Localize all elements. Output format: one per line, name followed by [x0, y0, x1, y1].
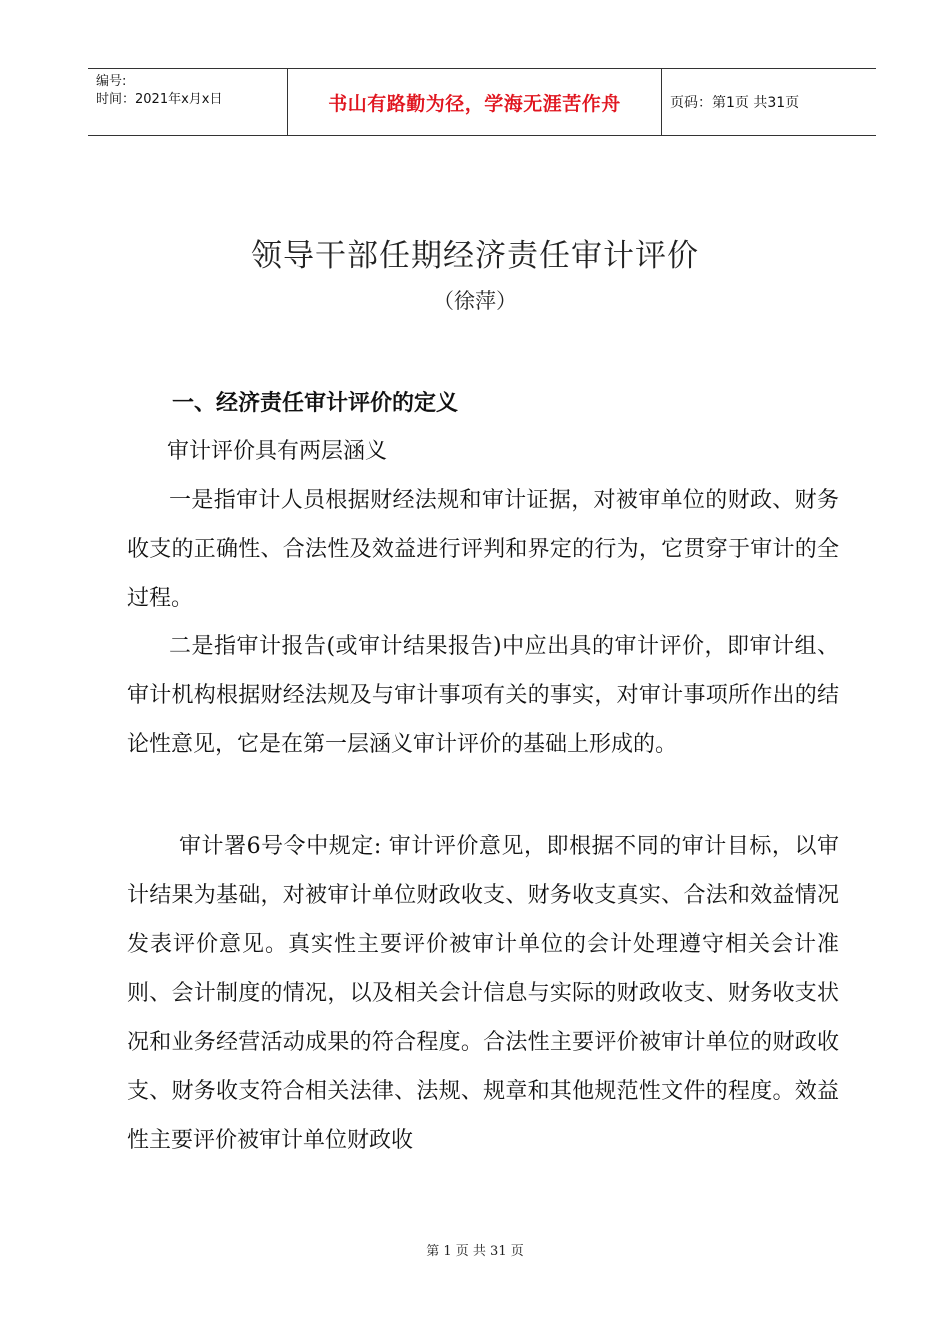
page-footer: 第 1 页 共 31 页 [426, 1244, 524, 1259]
motto-text: 书山有路勤为径，学海无涯苦作舟 [328, 92, 621, 115]
document-time-label: 时间：2021年x月x日 [96, 92, 223, 107]
header-motto-cell [288, 69, 662, 135]
document-title: 领导干部任期经济责任审计评价 [251, 238, 699, 274]
body-paragraph: 审计评价具有两层涵义 [167, 439, 388, 464]
header-page-cell [662, 69, 876, 135]
body-paragraph: 审计署6号令中规定: 审计评价意见，即根据不同的审计目标，以审计结果为基础，对被审计单位财政收支、财务收支真实、合法和效益情况发表评价意见。真实性主要评价被审计单位的会计处理遵守相关会计准则、会计制度的情况，以及相关会计信息与实际的财政收支、财务收支状况和业务经营活动成果的符合程度。合法性主要评价被审计单位的财政收支、财务收支符合相关法律、法规、规章和其他规范性文件的程度。效益性主要评价被审计单位财政收 [127, 834, 839, 1153]
body-paragraph: 一是指审计人员根据财经法规和审计证据，对被审单位的财政、财务收支的正确性、合法性及效益进行评判和界定的行为，它贯穿于审计的全过程。 [127, 488, 839, 611]
section-heading: 一、经济责任审计评价的定义 [172, 391, 459, 416]
header-meta-cell [88, 69, 288, 135]
page-number-label: 页码：第1页 共31页 [670, 95, 800, 111]
document-author: （徐萍） [433, 289, 517, 313]
document-header [88, 68, 876, 136]
document-number-label: 编号: [96, 74, 127, 89]
body-paragraph: 二是指审计报告(或审计结果报告)中应出具的审计评价，即审计组、审计机构根据财经法规及与审计事项有关的事实，对审计事项所作出的结论性意见，它是在第一层涵义审计评价的基础上形成的。 [127, 634, 839, 757]
